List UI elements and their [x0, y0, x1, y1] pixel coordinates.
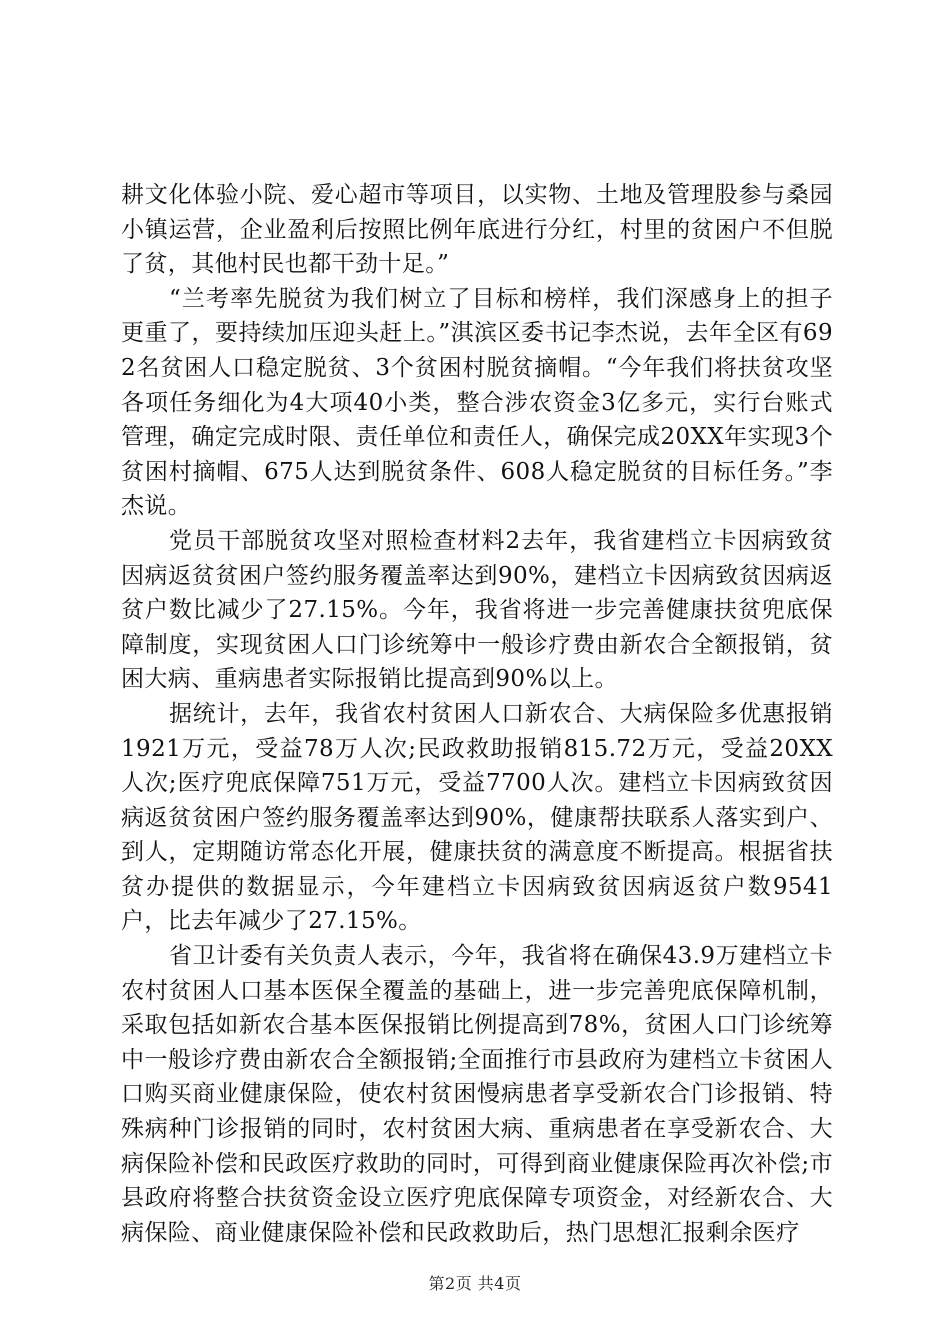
paragraph-4: 据统计，去年，我省农村贫困人口新农合、大病保险多优惠报销1921万元，受益78万人次;民政救助报销815.72万元，受益20XX人次;医疗兜底保障751万元，受益7700人次。建档立卡因病致贫因病返贫贫困户签约服务覆盖率达到90%，健康帮扶联系人落实到户、到人，定期随访常态化开展，健康扶贫的满意度不断提高。根据省扶贫办提供的数据显示，今年建档立卡因病致贫因病返贫户数9541户，比去年减少了27.15%。	[121, 700, 833, 935]
document-body	[121, 178, 833, 1250]
page-number-label: 第2页 共4页	[428, 1274, 522, 1293]
page-footer	[0, 1271, 950, 1294]
paragraph-2: “兰考率先脱贫为我们树立了目标和榜样，我们深感身上的担子更重了，要持续加压迎头赶上。”淇滨区委书记李杰说，去年全区有692名贫困人口稳定脱贫、3个贫困村脱贫摘帽。“今年我们将扶贫攻坚各项任务细化为4大项40小类，整合涉农资金3亿多元，实行台账式管理，确定完成时限、责任单位和责任人，确保完成20XX年实现3个贫困村摘帽、675人达到脱贫条件、608人稳定脱贫的目标任务。”李杰说。	[121, 285, 833, 520]
paragraph-5: 省卫计委有关负责人表示，今年，我省将在确保43.9万建档立卡农村贫困人口基本医保全覆盖的基础上，进一步完善兜底保障机制，采取包括如新农合基本医保报销比例提高到78%，贫困人口门诊统筹中一般诊疗费由新农合全额报销;全面推行市县政府为建档立卡贫困人口购买商业健康保险，使农村贫困慢病患者享受新农合门诊报销、特殊病种门诊报销的同时，农村贫困大病、重病患者在享受新农合、大病保险补偿和民政医疗救助的同时，可得到商业健康保险再次补偿;市县政府将整合扶贫资金设立医疗兜底保障专项资金，对经新农合、大病保险、商业健康保险补偿和民政救助后，热门思想汇报剩余医疗	[121, 943, 833, 1246]
paragraph-1: 耕文化体验小院、爱心超市等项目，以实物、土地及管理股参与桑园小镇运营，企业盈利后按照比例年底进行分红，村里的贫困户不但脱了贫，其他村民也都干劲十足。”	[121, 182, 833, 278]
paragraph-3: 党员干部脱贫攻坚对照检查材料2去年，我省建档立卡因病致贫因病返贫贫困户签约服务覆盖率达到90%，建档立卡因病致贫因病返贫户数比减少了27.15%。今年，我省将进一步完善健康扶贫兜底保障制度，实现贫困人口门诊统筹中一般诊疗费由新农合全额报销，贫困大病、重病患者实际报销比提高到90%以上。	[121, 527, 833, 693]
